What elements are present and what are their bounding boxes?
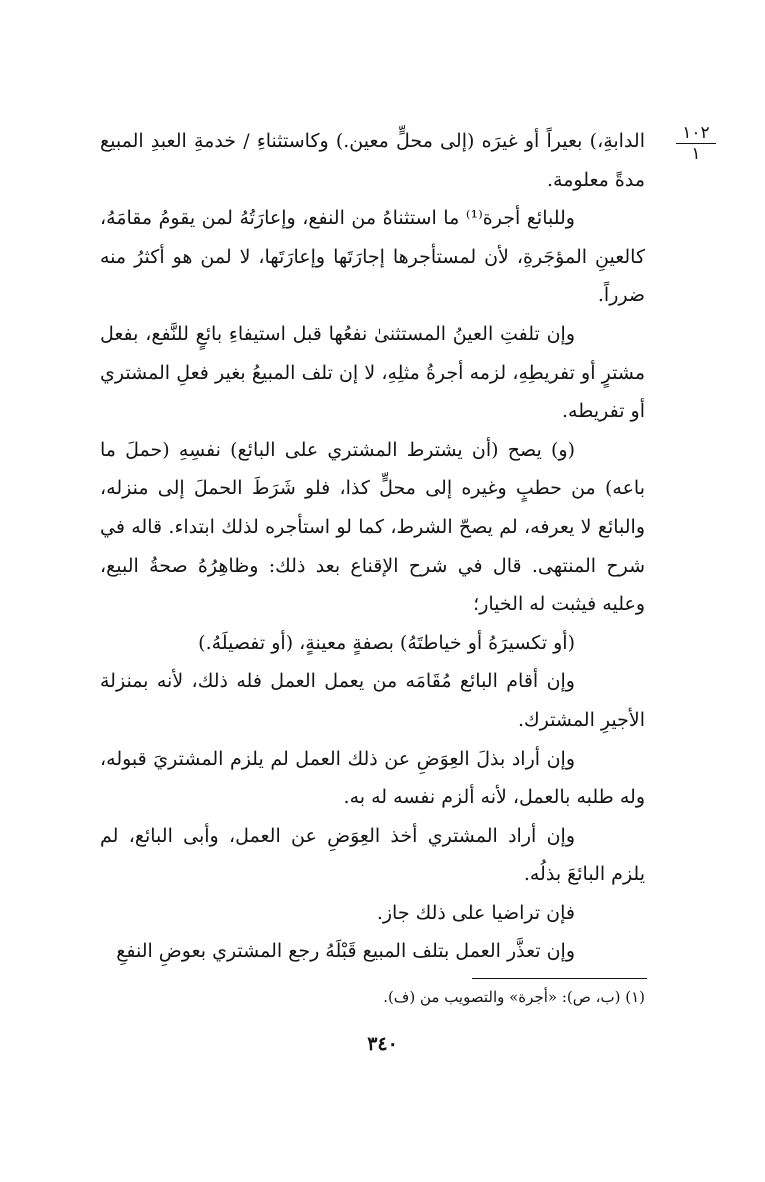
- main-text: [100, 122, 645, 971]
- margin-manuscript-ref: [676, 124, 716, 163]
- paragraph: وللبائع أجرة⁽¹⁾ ما استثناهُ من النفع، وإعارَتُهُ لمن يقومُ مقامَهُ، كالعينِ المؤجَرةِ، لأن لمستأجرها إجارَتَها وإعارَتَها، لا لمن هو أكثرُ منه ضرراً.: [100, 207, 645, 307]
- footnote: (١) (ب، ص): «أجرة» والتصويب من (ف).: [383, 988, 645, 1006]
- paragraph: وإن أقام البائع مُقَامَه من يعمل العمل فله ذلك، لأنه بمنزلة الأجيرِ المشترك.: [100, 670, 645, 731]
- paragraph: وإن تعذَّر العمل بتلف المبيع قَبْلَهُ رجع المشتري بعوضِ النفعِ: [116, 940, 575, 963]
- paragraph: (أو تكسيرَهُ أو خياطتَهُ) بصفةٍ معينةٍ، (أو تفصيلَهُ.): [198, 631, 575, 654]
- paragraph: (و) يصح (أن يشترط المشتري على البائع) نفسِهِ (حملَ ما باعه) من حطبٍ وغيره إلى محلٍّ كذا، فلو شَرَطَ الحملَ إلى منزله، والبائع لا يعرفه، لم يصحّ الشرط، كما لو استأجره لذلك ابتداء. قاله في شرح المنتهى. قال في شرح الإقناع بعد ذلك: وظاهِرُهُ صحةُ البيع، وعليه فيثبت له الخيار؛: [100, 438, 645, 616]
- paragraph: وإن أراد المشتري أخذ العِوَضِ عن العمل، وأبى البائع، لم يلزم البائعَ بذلُه.: [100, 824, 645, 886]
- paragraph: الدابةِ،) بعيراً أو غيرَه (إلى محلٍّ معين.) وكاستثناءِ / خدمةِ العبدِ المبيع مدةً معلومة.: [100, 130, 645, 191]
- paragraph: فإن تراضيا على ذلك جاز.: [376, 901, 575, 924]
- paragraph: وإن أراد بذلَ العِوَضِ عن ذلك العمل لم يلزم المشتريَ قبوله، وله طلبه بالعمل، لأنه ألزم نفسه له به.: [100, 747, 645, 809]
- margin-ref-denominator: ١: [691, 144, 701, 164]
- paragraph: وإن تلفتِ العينُ المستثنىٰ نفعُها قبل استيفاءِ بائعٍ للنَّفع، بفعل مشترٍ أو تفريطِهِ، لزمه أجرةُ مثلِهِ، لا إن تلف المبيعُ بغير فعلِ المشتري أو تفريطه.: [100, 322, 645, 423]
- footnote-divider: [472, 978, 647, 979]
- page-number: ٣٤٠: [367, 1033, 398, 1055]
- margin-ref-numerator: ١٠٢: [676, 124, 716, 144]
